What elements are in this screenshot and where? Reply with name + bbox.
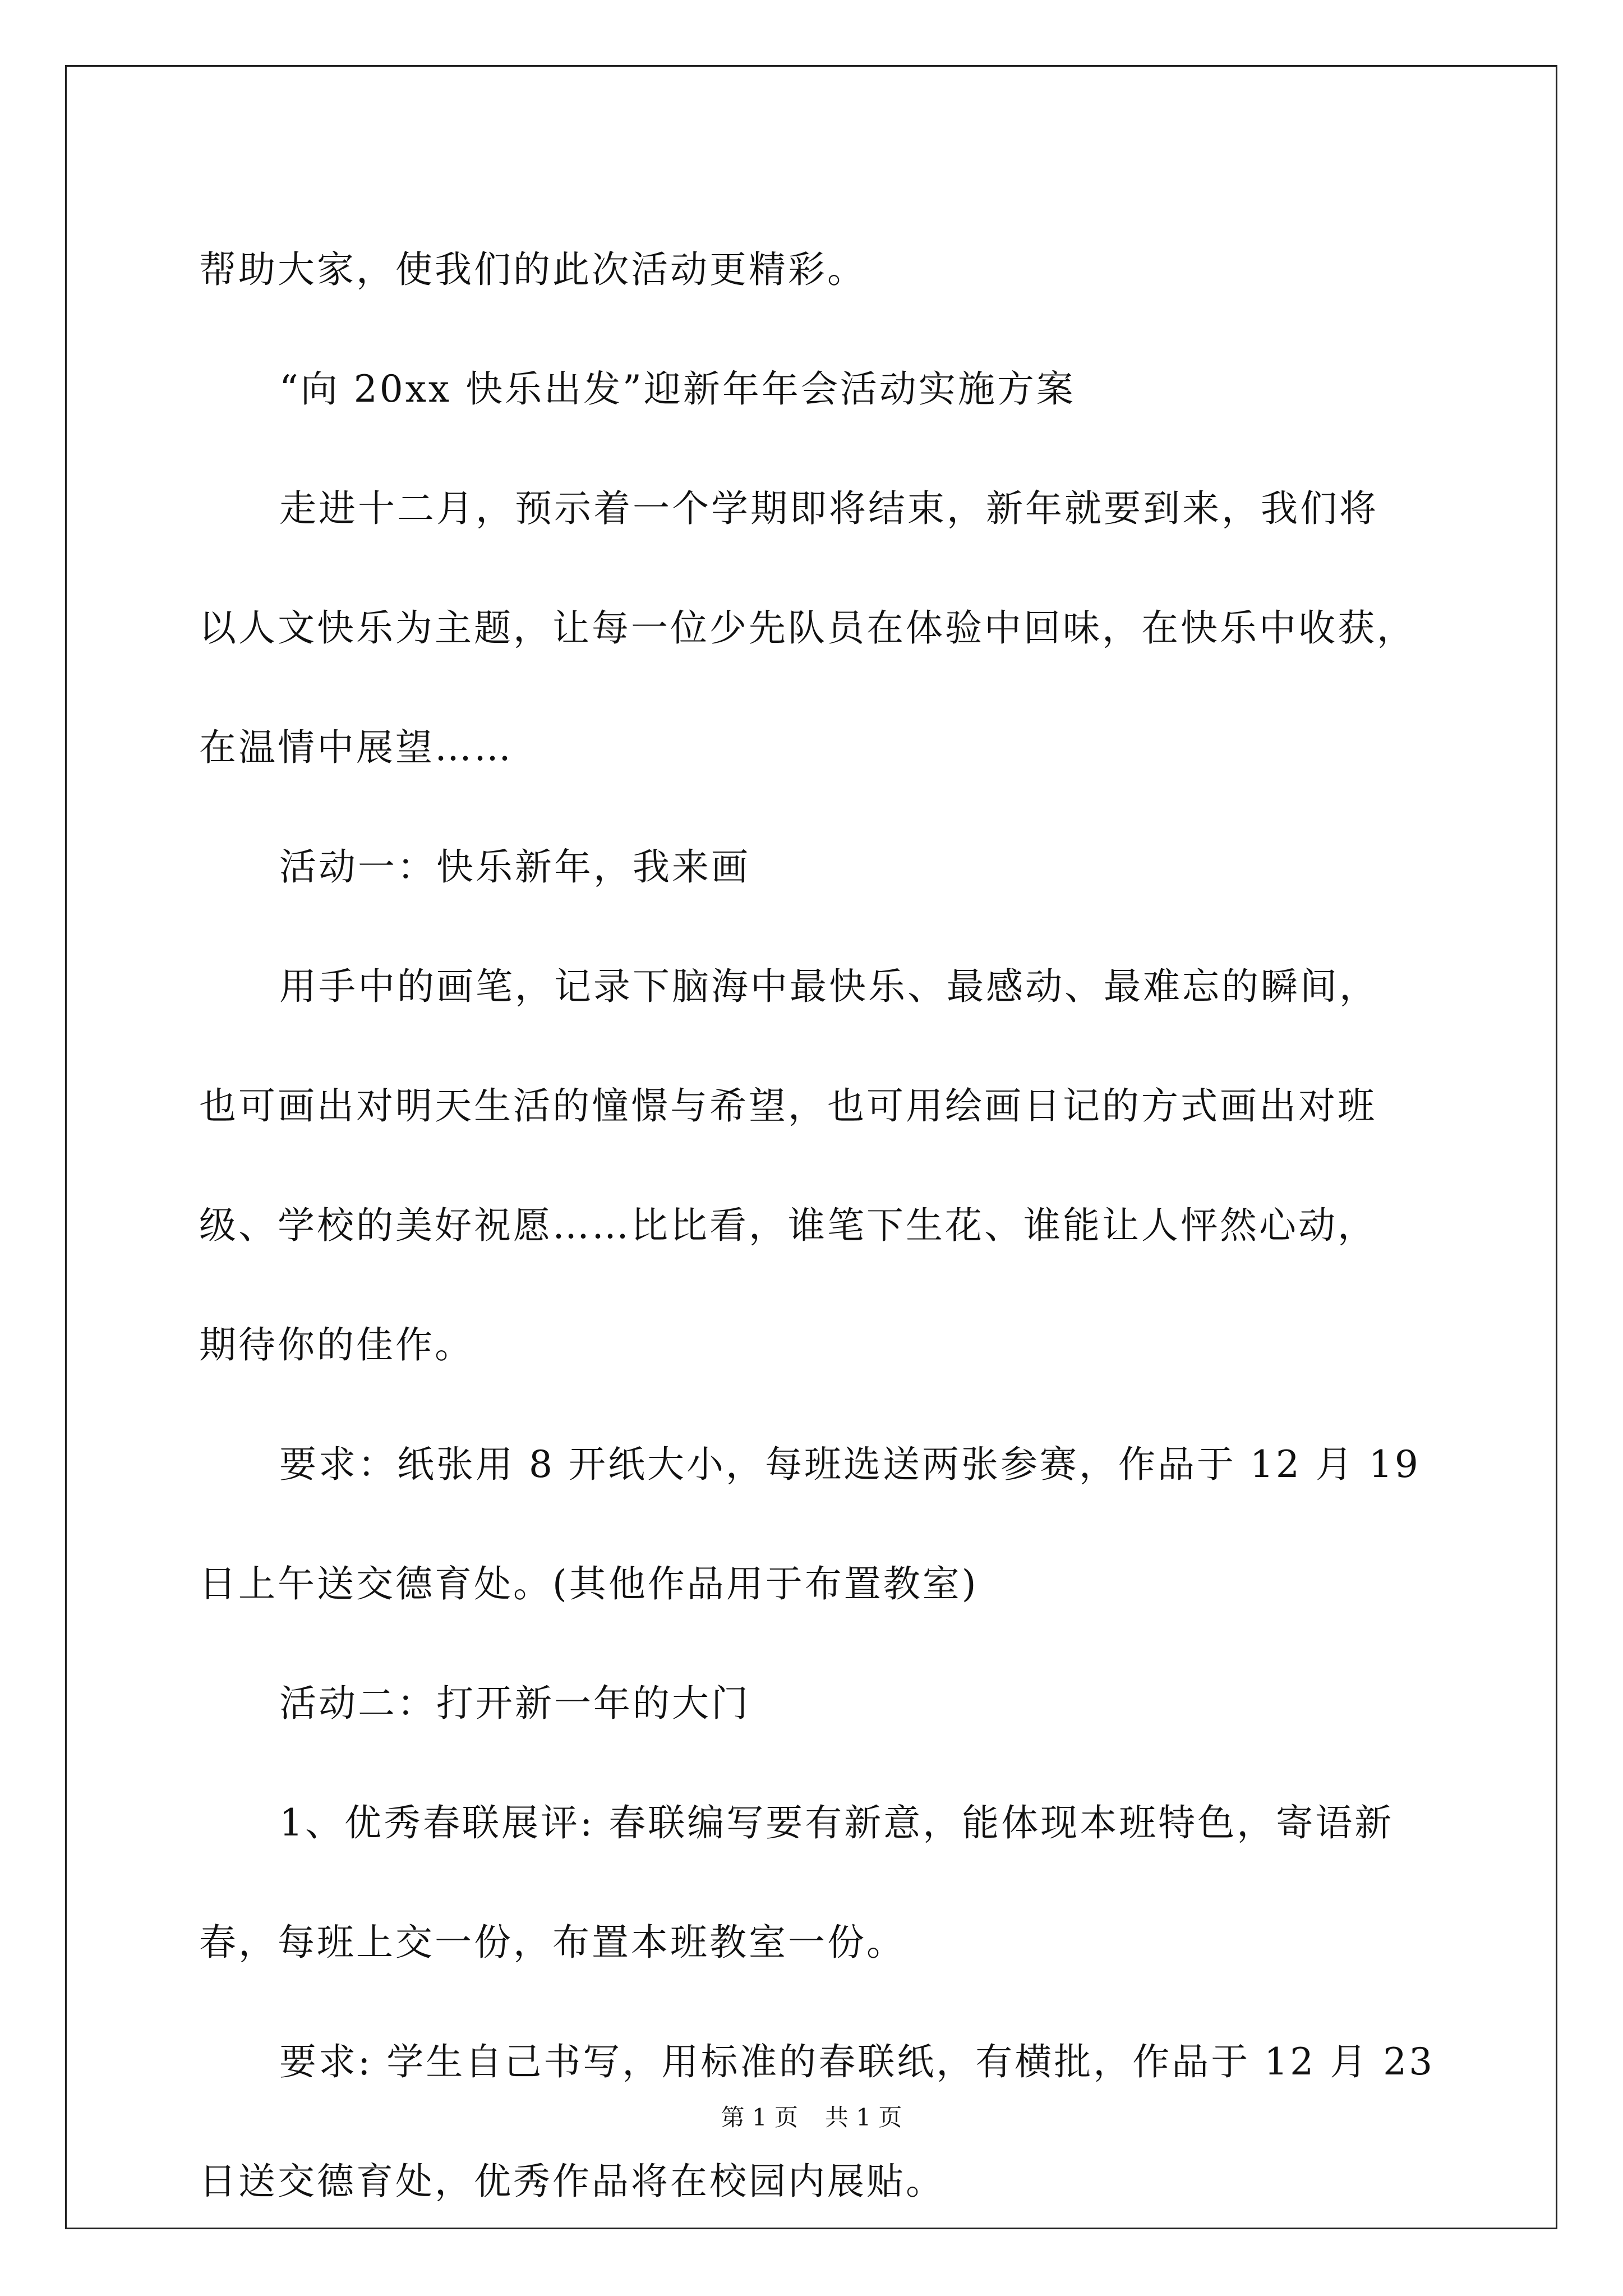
paragraph-line: 以人文快乐为主题，让每一位少先队员在体验中回味，在快乐中收获， xyxy=(199,606,1416,650)
section-title: “向 20xx 快乐出发”迎新年年会活动实施方案 xyxy=(279,367,1076,411)
paragraph-line: 帮助大家，使我们的此次活动更精彩。 xyxy=(199,248,866,291)
paragraph-line: 日上午送交德育处。(其他作品用于布置教室) xyxy=(199,1562,979,1605)
paragraph-line: 1、优秀春联展评: 春联编写要有新意，能体现本班特色，寄语新 xyxy=(279,1801,1394,1844)
activity-heading: 活动二：打开新一年的大门 xyxy=(279,1682,750,1725)
paragraph-line: 也可画出对明天生活的憧憬与希望，也可用绘画日记的方式画出对班 xyxy=(199,1084,1377,1128)
document-body xyxy=(199,210,1433,2241)
page-footer xyxy=(0,2101,1623,2134)
requirement-line: 要求: 学生自己书写，用标准的春联纸，有横批，作品于 12 月 23 xyxy=(279,2040,1435,2083)
requirement-line: 要求：纸张用 8 开纸大小，每班选送两张参赛，作品于 12 月 19 xyxy=(279,1443,1421,1486)
paragraph-line: 春，每班上交一份，布置本班教室一份。 xyxy=(199,1921,906,1964)
paragraph-line: 走进十二月，预示着一个学期即将结束，新年就要到来，我们将 xyxy=(279,487,1378,530)
activity-heading: 活动一：快乐新年，我来画 xyxy=(279,845,750,889)
page-total: 共 1 页 xyxy=(825,2104,902,2131)
paragraph-line: 期待你的佳作。 xyxy=(199,1323,474,1366)
page-number: 第 1 页 xyxy=(721,2104,798,2131)
paragraph-line: 级、学校的美好祝愿……比比看，谁笔下生花、谁能让人怦然心动， xyxy=(199,1204,1377,1247)
paragraph-line: 用手中的画笔，记录下脑海中最快乐、最感动、最难忘的瞬间， xyxy=(279,965,1378,1008)
paragraph-line: 在温情中展望…… xyxy=(199,726,513,769)
paragraph-line: 日送交德育处，优秀作品将在校园内展贴。 xyxy=(199,2160,945,2203)
